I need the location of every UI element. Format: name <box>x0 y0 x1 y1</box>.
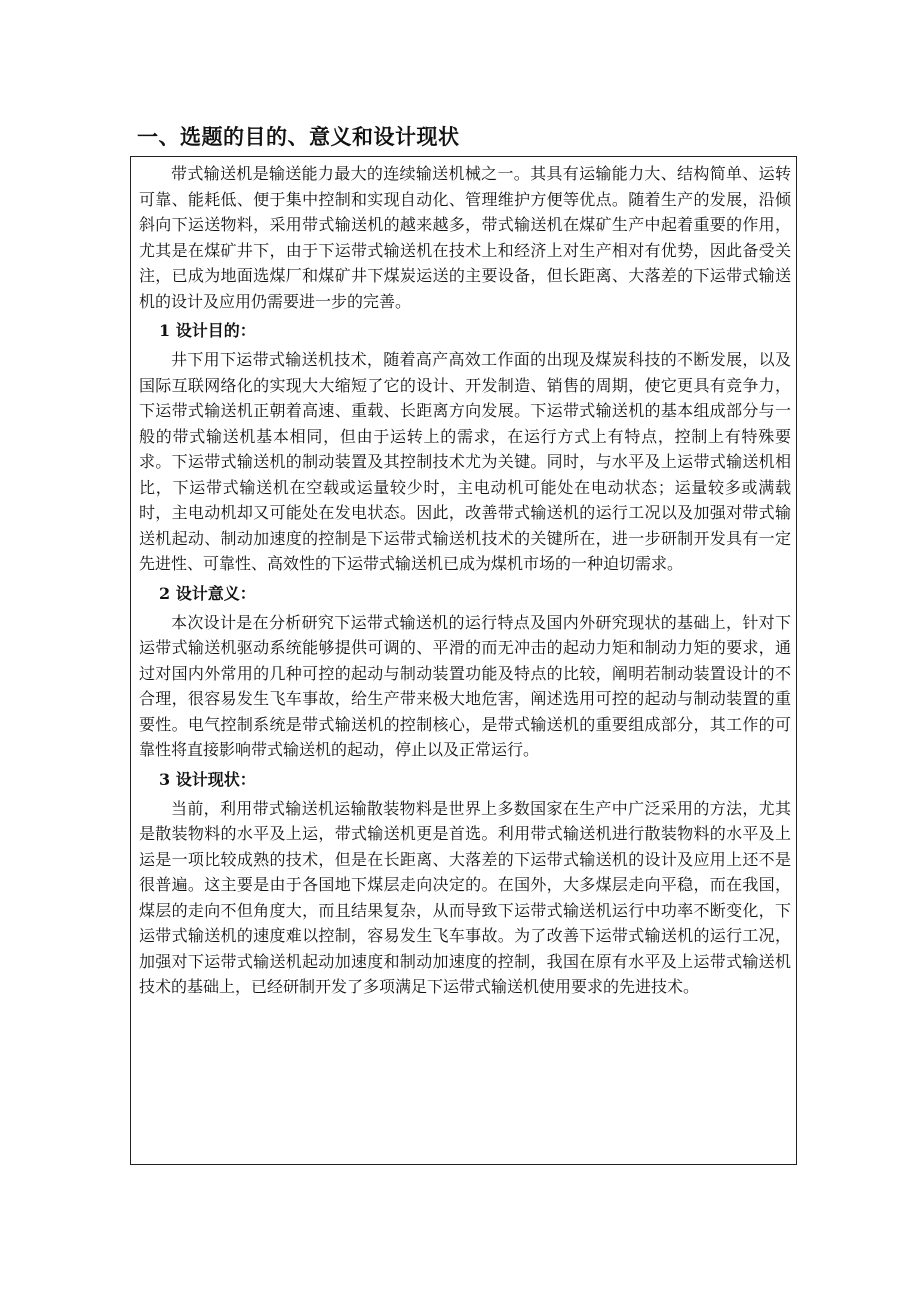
design-significance-heading: 2 设计意义： <box>159 583 256 603</box>
content-body <box>139 161 791 1000</box>
section-title: 一、选题的目的、意义和设计现状 <box>137 125 460 149</box>
design-purpose-paragraph: 井下用下运带式输送机技术，随着高产高效工作面的出现及煤炭科技的不断发展，以及国际互联网络化的实现大大缩短了它的设计、开发制造、销售的周期，使它更具有竞争力，下运带式输送机正朝着高速、重载、长距离方向发展。下运带式输送机的基本组成部分与一般的带式输送机基本相同，但由于运转上的需求，在运行方式上有特点，控制上有特殊要求。下运带式输送机的制动装置及其控制技术尤为关键。同时，与水平及上运带式输送机相比，下运带式输送机在空载或运量较少时，主电动机可能处在电动状态；运量较多或满载时，主电动机却又可能处在发电状态。因此，改善带式输送机的运行工况以及加强对带式输送机起动、制动加速度的控制是下运带式输送机技术的关键所在，进一步研制开发具有一定先进性、可靠性、高效性的下运带式输送机已成为煤机市场的一种迫切需求。 <box>139 350 791 573</box>
design-status-paragraph: 当前，利用带式输送机运输散装物料是世界上多数国家在生产中广泛采用的方法，尤其是散装物料的水平及上运，带式输送机更是首选。利用带式输送机进行散装物料的水平及上运是一项比较成熟的技术，但是在长距离、大落差的下运带式输送机的设计及应用上还不是很普遍。这主要是由于各国地下煤层走向决定的。在国外，大多煤层走向平稳，而在我国，煤层的走向不但角度大，而且结果复杂，从而导致下运带式输送机运行中功率不断变化，下运带式输送机的速度难以控制，容易发生飞车事故。为了改善下运带式输送机的运行工况，加强对下运带式输送机起动加速度和制动加速度的控制，我国在原有水平及上运带式输送机技术的基础上，已经研制开发了多项满足下运带式输送机使用要求的先进技术。 <box>139 798 791 996</box>
content-box <box>130 156 797 1165</box>
design-status-heading: 3 设计现状： <box>159 769 256 789</box>
design-purpose-heading: 1 设计目的： <box>159 321 256 340</box>
design-significance-paragraph: 本次设计是在分析研究下运带式输送机的运行特点及国内外研究现状的基础上，针对下运带式输送机驱动系统能够提供可调的、平滑的而无冲击的起动力矩和制动力矩的要求，通过对国内外常用的几种可控的起动与制动装置功能及特点的比较，阐明若制动装置设计的不合理，很容易发生飞车事故，给生产带来极大地危害，阐述选用可控的起动与制动装置的重要性。电气控制系统是带式输送机的控制核心，是带式输送机的重要组成部分，其工作的可靠性将直接影响带式输送机的起动，停止以及正常运行。 <box>139 612 791 759</box>
intro-paragraph: 带式输送机是输送能力最大的连续输送机械之一。其具有运输能力大、结构简单、运转可靠、能耗低、便于集中控制和实现自动化、管理维护方便等优点。随着生产的发展，沿倾斜向下运送物料，采用带式输送机的越来越多，带式输送机在煤矿生产中起着重要的作用，尤其是在煤矿井下，由于下运带式输送机在技术上和经济上对生产相对有优势，因此备受关注，已成为地面选煤厂和煤矿井下煤炭运送的主要设备，但长距离、大落差的下运带式输送机的设计及应用仍需要进一步的完善。 <box>139 164 791 311</box>
